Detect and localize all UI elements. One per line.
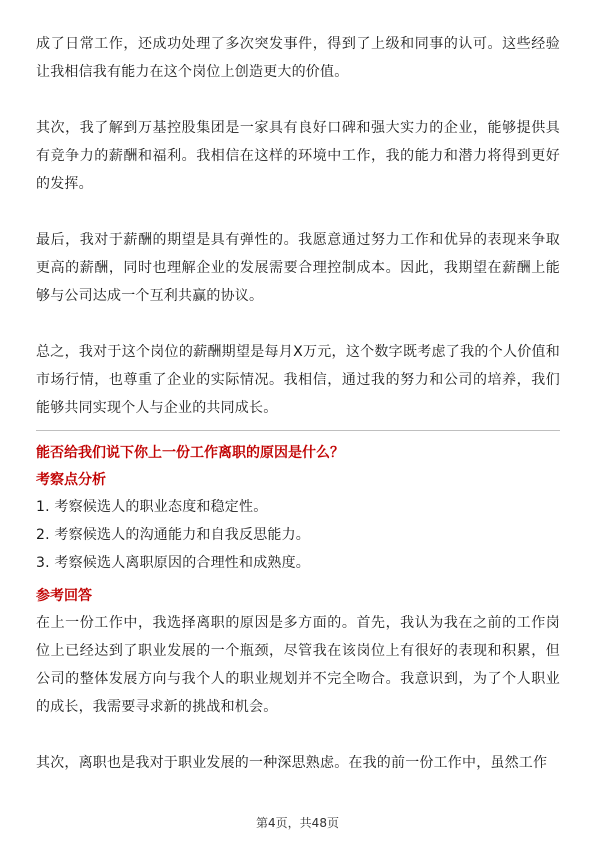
page-content	[36, 30, 560, 777]
paragraph-gap	[36, 721, 560, 749]
page-number: 第4页，共48页	[256, 816, 339, 830]
answer-title: 参考回答	[36, 588, 92, 604]
body-paragraph: 最后，我对于薪酬的期望是具有弹性的。我愿意通过努力工作和优异的表现来争取更高的薪酬，同时也理解企业的发展需要合理控制成本。因此，我期望在薪酬上能够与公司达成一个互利共赢的协议。	[36, 232, 560, 304]
body-paragraph: 其次，我了解到万基控股集团是一家具有良好口碑和强大实力的企业，能够提供具有竞争力的薪酬和福利。我相信在这样的环境中工作，我的能力和潜力将得到更好的发挥。	[36, 120, 560, 192]
paragraph-gap	[36, 86, 560, 114]
paragraph-gap	[36, 198, 560, 226]
section-divider	[36, 430, 560, 431]
analysis-point: 3. 考察候选人离职原因的合理性和成熟度。	[36, 555, 311, 571]
answer-paragraph: 其次，离职也是我对于职业发展的一种深思熟虑。在我的前一份工作中，虽然工作	[36, 755, 548, 771]
analysis-point: 1. 考察候选人的职业态度和稳定性。	[36, 499, 268, 515]
body-paragraph: 成了日常工作，还成功处理了多次突发事件，得到了上级和同事的认可。这些经验让我相信我有能力在这个岗位上创造更大的价值。	[36, 36, 560, 80]
analysis-point: 2. 考察候选人的沟通能力和自我反思能力。	[36, 527, 311, 543]
interview-question: 能否给我们说下你上一份工作离职的原因是什么？	[36, 445, 344, 461]
body-paragraph: 总之，我对于这个岗位的薪酬期望是每月X万元，这个数字既考虑了我的个人价值和市场行情，也尊重了企业的实际情况。我相信，通过我的努力和公司的培养，我们能够共同实现个人与企业的共同成长。	[36, 344, 560, 416]
answer-paragraph: 在上一份工作中，我选择离职的原因是多方面的。首先，我认为我在之前的工作岗位上已经达到了职业发展的一个瓶颈，尽管我在该岗位上有很好的表现和积累，但公司的整体发展方向与我个人的职业规划并不完全吻合。我意识到，为了个人职业的成长，我需要寻求新的挑战和机会。	[36, 615, 560, 715]
paragraph-gap	[36, 310, 560, 338]
analysis-title: 考察点分析	[36, 472, 106, 488]
